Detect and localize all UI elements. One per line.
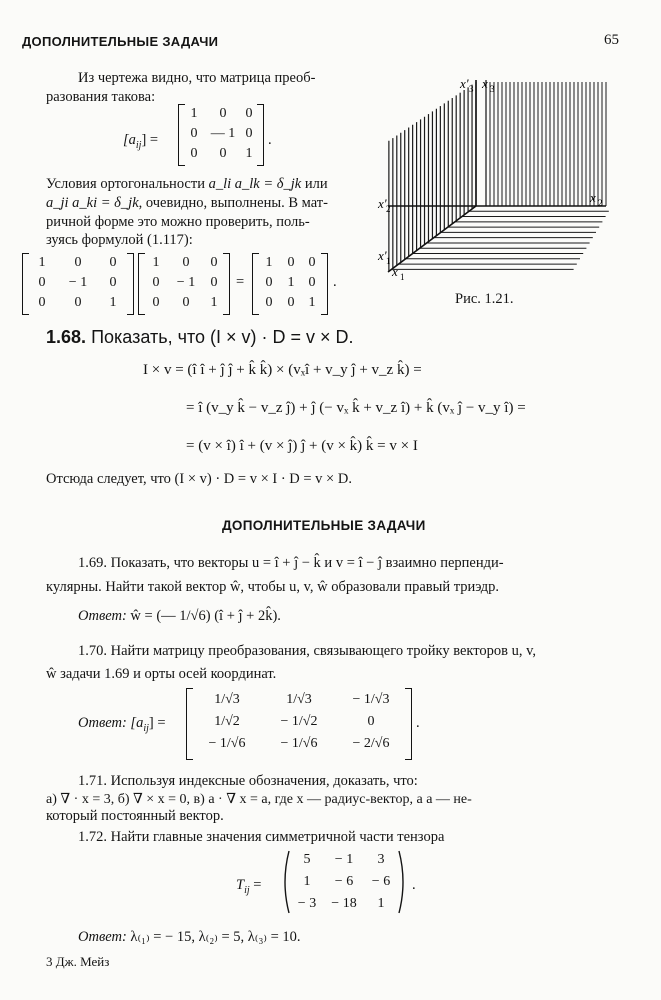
problem-1-72-tensor: 5 − 1 3 1 − 6 − 6 − 3 − 18 1 (280, 850, 408, 914)
problem-1-68-eq3: = (v × î) î + (v × ĵ) ĵ + (v × k̂) k̂ = v × I (186, 438, 418, 454)
problem-1-71-line-3: который постоянный вектор. (46, 808, 224, 824)
problem-1-69-line-1: 1.69. Показать, что векторы u = î + ĵ − k̂ и v = î − ĵ взаимно перпенди- (78, 555, 504, 571)
product-equals: = (236, 274, 245, 290)
problem-1-71-line-2: а) ∇ · x = 3, б) ∇ × x = 0, в) a · ∇ x = a, где x — радиус-вектор, a a — не- (46, 792, 472, 807)
orth-line-1: Условия ортогональности a_li a_lk = δ_jk или (46, 176, 328, 192)
problem-1-69-line-2: кулярны. Найти такой вектор ŵ, чтобы u, v, ŵ образовали правый триэдр. (46, 579, 499, 595)
problem-1-70-period: . (416, 715, 420, 731)
label-x3-sub: 3 (490, 84, 495, 94)
matrix-aij-label: $[a_{ij}]$ = (123, 132, 159, 151)
orth-line-4: зуясь формулой (1.117): (46, 232, 193, 248)
matrix-period: . (268, 132, 272, 148)
label-x3-prime-sub: 3 (469, 84, 474, 94)
problem-1-68-conclusion: Отсюда следует, что (I × v) · D = v × I · D = v × D. (46, 471, 352, 487)
figure-caption: Рис. 1.21. (455, 291, 514, 307)
page-number: 65 (604, 32, 619, 48)
problem-1-68-statement: 1.68. Показать, что (I × v) · D = v × D. (46, 327, 354, 347)
product-matrix-3: 1 0 0 0 1 0 0 0 1 (252, 253, 328, 315)
running-title: ДОПОЛНИТЕЛЬНЫЕ ЗАДАЧИ (22, 34, 219, 49)
product-period: . (333, 274, 337, 290)
intro-line-2: разования такова: (46, 89, 156, 105)
label-x3: x (482, 76, 488, 91)
label-x1-prime-sub: 1 (386, 256, 391, 266)
figure-1-21 (362, 70, 624, 292)
product-matrix-1: 1 0 0 0 − 1 0 0 0 1 (22, 253, 134, 315)
label-x1: x (392, 264, 398, 279)
problem-1-68-eq1: I × v = (î î + ĵ ĵ + k̂ k̂) × (vₓî + v_y ĵ + v_z k̂) = (143, 362, 422, 378)
problem-1-68-eq2: = î (v_y k̂ − v_z ĵ) + ĵ (− vₓ k̂ + v_z î) + k̂ (vₓ ĵ − v_y î) = (186, 400, 526, 416)
label-x1-prime: x' (378, 248, 387, 263)
problem-1-72-lhs: $T_{ij}$ = (236, 877, 262, 896)
label-x1-sub: 1 (400, 272, 405, 282)
orth-line-2: a_ji a_ki = δ_jk, очевидно, выполнены. В мат- (46, 195, 328, 211)
orth-line-3: ричной форме это можно проверить, поль- (46, 214, 310, 230)
problem-1-72-period: . (412, 877, 416, 893)
problem-1-69-answer: Ответ: ŵ = (— 1/√6) (î + ĵ + 2k̂). (78, 608, 281, 624)
transformation-matrix: 1 0 0 0 — 1 0 0 0 1 (178, 104, 264, 166)
problem-1-72-answer: Ответ: λ₍₁₎ = − 15, λ₍₂₎ = 5, λ₍₃₎ = 10. (78, 929, 301, 945)
footer-signature: 3 Дж. Мейз (46, 954, 110, 969)
problem-1-70-line-1: 1.70. Найти матрицу преобразования, связывающего тройку векторов u, v, (78, 643, 537, 659)
problem-1-70-line-2: ŵ задачи 1.69 и орты осей координат. (46, 666, 277, 682)
product-matrix-2: 1 0 0 0 − 1 0 0 0 1 (138, 253, 230, 315)
section-title: ДОПОЛНИТЕЛЬНЫЕ ЗАДАЧИ (222, 518, 426, 533)
problem-1-70-matrix: 1/√3 1/√3 − 1/√3 1/√2 − 1/√2 0 − 1/√6 − 1/√6 − 2/√6 (186, 688, 412, 760)
problem-1-70-answer-label: Ответ: $[a_{ij}]$ = (78, 715, 166, 734)
label-x2-prime-sub: 2 (386, 204, 391, 214)
label-x3-prime: x' (460, 76, 469, 91)
problem-1-72-line-1: 1.72. Найти главные значения симметричной части тензора (78, 829, 445, 845)
label-x2-prime: x' (378, 196, 387, 211)
problem-1-71-line-1: 1.71. Используя индексные обозначения, доказать, что: (78, 773, 418, 789)
intro-line-1: Из чертежа видно, что матрица преоб- (78, 70, 316, 86)
label-x2-sub: 2 (598, 198, 603, 208)
label-x2: x (590, 190, 596, 205)
